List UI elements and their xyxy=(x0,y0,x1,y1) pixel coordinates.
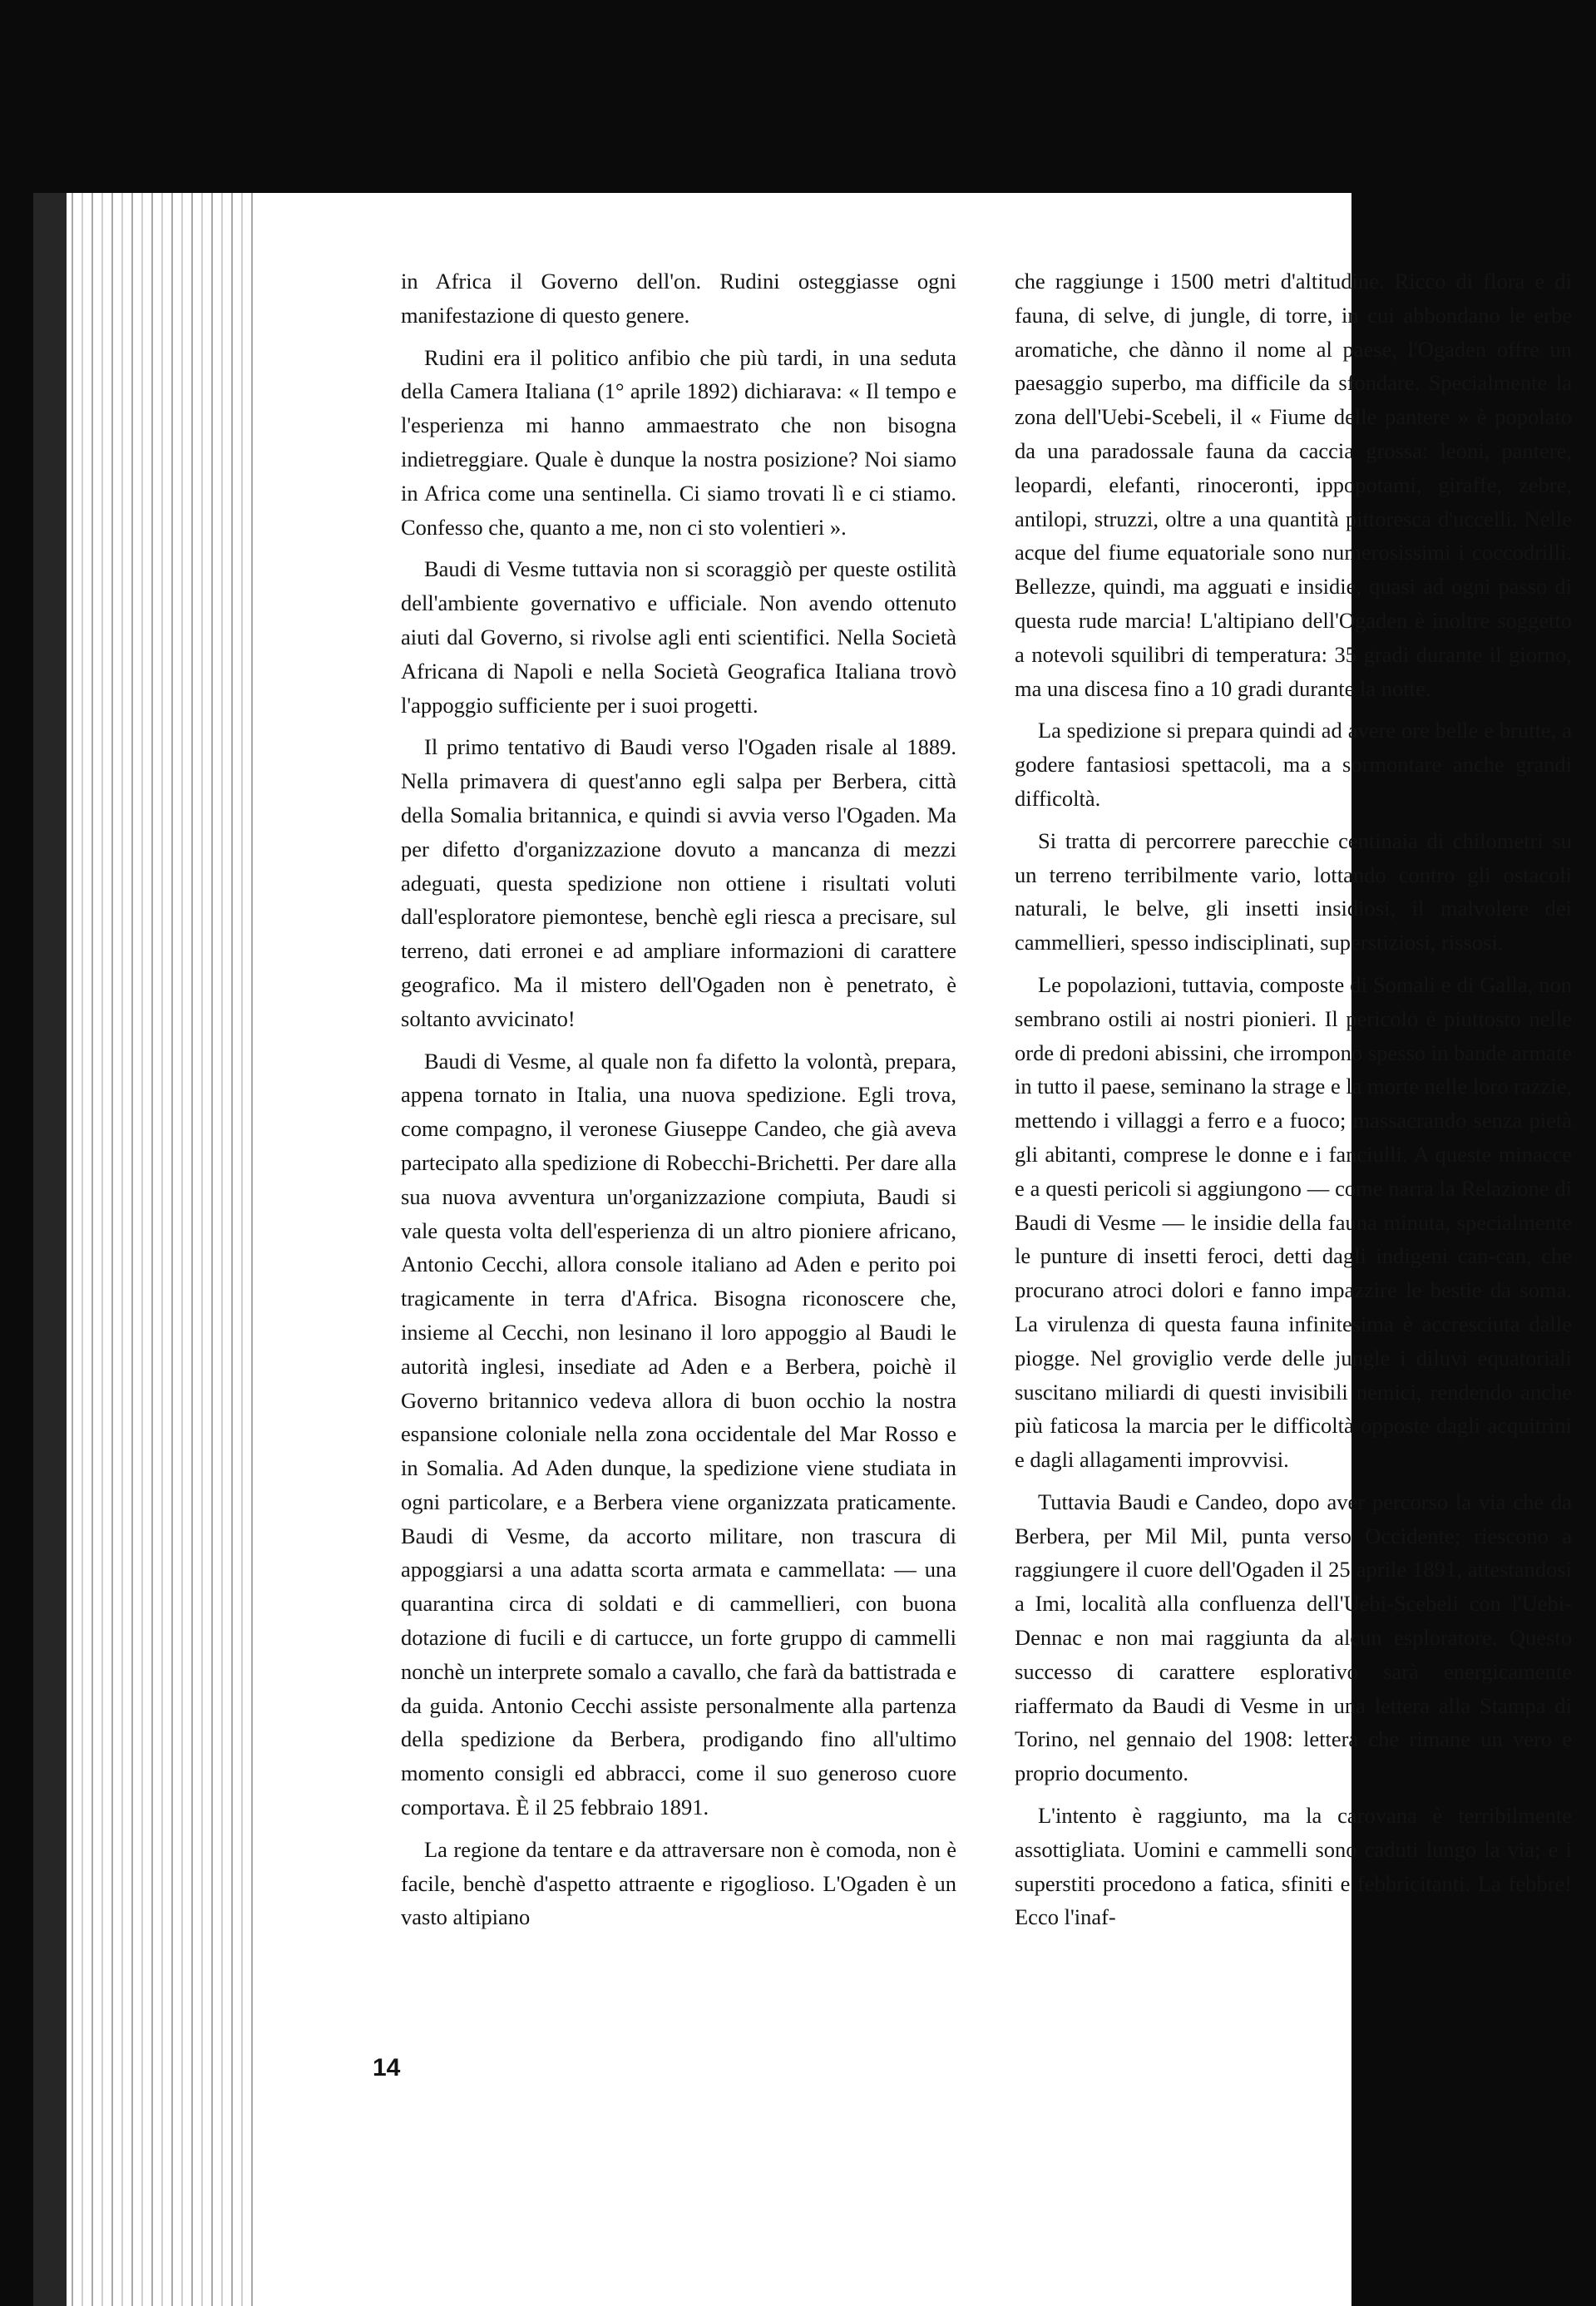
text-column-right xyxy=(1015,264,1572,1943)
paragraph: L'intento è raggiunto, ma la carovana è terribilmente assottigliata. Uomini e cammelli sono caduti lungo la via; e i superstiti procedono a fatica, sfiniti e febbricitanti. La febbre! Ecco l'inaf- xyxy=(1015,1803,1572,1930)
scan-background-left xyxy=(0,0,33,2306)
paragraph: La spedizione si prepara quindi ad avere ore belle e brutte, a godere fantasiosi spettacoli, ma a sormontare anche grandi difficoltà. xyxy=(1015,718,1572,811)
paragraph: Il primo tentativo di Baudi verso l'Ogaden risale al 1889. Nella primavera di quest'anno egli salpa per Berbera, città della Somalia britannica, e quindi si avvia verso l'Ogaden. Ma per difetto d'organizzazione dovuto a mancanza di mezzi adeguati, questa spedizione non ottiene i risultati voluti dall'esploratore piemontese, benchè egli riesca a precisare, sul terreno, dati erronei e ad ampliare informazioni di carattere geografico. Ma il mistero dell'Ogaden non è penetrato, è soltanto avvicinato! xyxy=(401,734,956,1031)
paragraph: in Africa il Governo dell'on. Rudini osteggiasse ogni manifestazione di questo genere. xyxy=(401,269,956,328)
paragraph: Le popolazioni, tuttavia, composte di Somali e di Galla, non sembrano ostili ai nostri pionieri. Il pericolo è piuttosto nelle orde di predoni abissini, che irrompono spesso in bande armate in tutto il paese, seminano la strage e la morte nelle loro razzie, mettendo i villaggi a ferro e a fuoco; massacrando senza pietà gli abitanti, comprese le donne e i fanciulli. A queste minacce e a questi pericoli si aggiungono — come narra la Relazione di Baudi di Vesme — le insidie della fauna minuta, specialmente le punture di insetti feroci, detti dagli indigeni can-can, che procurano atroci dolori e fanno impazzire le bestie da soma. La virulenza di questa fauna infinitesima è accresciuta dalle piogge. Nel groviglio verde delle jungle i diluvi equatoriali suscitano miliardi di questi invisibili nemici, rendendo anche più faticosa la marcia per le difficoltà opposte dagli acquitrini e dagli allagamenti improvvisi. xyxy=(1015,971,1572,1473)
stacked-page-edges xyxy=(33,193,258,2306)
paragraph: che raggiunge i 1500 metri d'altitudine. Ricco di flora e di fauna, di selve, di jungle, di torre, in cui abbondano le erbe aromatiche, che dànno il nome al paese, l'Ogaden offre un paesaggio superbo, ma difficile da sfondare. Specialmente la zona dell'Uebi-Scebeli, il « Fiume delle pantere » è popolato da una paradossale fauna da caccia grossa: leoni, pantere, leopardi, elefanti, rinoceronti, ippopotami, giraffe, zebre, antilopi, struzzi, oltre a una quantità pittoresca d'uccelli. Nelle acque del fiume equatoriale sono numerosissimi i coccodrilli. Bellezze, quindi, ma agguati e insidie, quasi ad ogni passo di questa rude marcia! L'altipiano dell'Ogaden è inoltre soggetto a notevoli squilibri di temperatura: 35 gradi durante il giorno, ma una discesa fino a 10 gradi durante la notte. xyxy=(1015,269,1572,701)
page-number: 14 xyxy=(373,2054,401,2081)
paragraph: Baudi di Vesme tuttavia non si scoraggiò per queste ostilità dell'ambiente governativo e ufficiale. Non avendo ottenuto aiuti dal Governo, si rivolse agli enti scientifici. Nella Società Africana di Napoli e nella Società Geografica Italiana trovò l'appoggio sufficiente per i suoi progetti. xyxy=(401,556,956,718)
paragraph: Rudini era il politico anfibio che più tardi, in una seduta della Camera Italiana (1° aprile 1892) dichiarava: « Il tempo e l'esperienza mi hanno ammaestrato che non bisogna indietreggiare. Quale è dunque la nostra posizione? Noi siamo in Africa come una sentinella. Ci siamo trovati lì e ci stiamo. Confesso che, quanto a me, non ci sto volentieri ». xyxy=(401,344,956,540)
book-spine-shadow xyxy=(33,193,67,2306)
paragraph: Si tratta di percorrere parecchie centinaia di chilometri su un terreno terribilmente vario, lottando contro gli ostacoli naturali, le belve, gli insetti insidiosi, il malvolere dei cammellieri, spesso indisciplinati, superstiziosi, rissosi. xyxy=(1015,827,1572,955)
paragraph: Baudi di Vesme, al quale non fa difetto la volontà, prepara, appena tornato in Italia, una nuova spedizione. Egli trova, come compagno, il veronese Giuseppe Candeo, che già aveva partecipato alla spedizione di Robecchi-Brichetti. Per dare alla sua nuova avventura un'organizzazione compiuta, Baudi si vale questa volta dell'esperienza di un altro pioniere africano, Antonio Cecchi, allora console italiano ad Aden e perito poi tragicamente in terra d'Africa. Bisogna riconoscere che, insieme al Cecchi, non lesinano il loro appoggio al Baudi le autorità inglesi, insediate ad Aden e a Berbera, poichè il Governo britannico vedeva allora di buon occhio la nostra espansione coloniale nella zona occidentale del Mar Rosso e in Somalia. Ad Aden dunque, la spedizione viene studiata in ogni particolare, e a Berbera viene organizzata praticamente. Baudi di Vesme, da accorto militare, non trascura di appoggiarsi a una adatta scorta armata e cammellata: — una quarantina circa di soldati e di cammellieri, con buona dotazione di fucili e di cartucce, un forte gruppo di cammelli nonchè un interprete somalo a cavallo, che farà da battistrada e da guida. Antonio Cecchi assiste personalmente alla partenza della spedizione da Berbera, prodigando fino all'ultimo momento consigli ed abbracci, come il suo generoso cuore comportava. È il 25 febbraio 1891. xyxy=(401,1048,956,1820)
paragraph: La regione da tentare e da attraversare non è comoda, non è facile, benchè d'aspetto attraente e rigoglioso. L'Ogaden è un vasto altipiano xyxy=(401,1836,956,1930)
text-column-left xyxy=(401,264,956,1943)
paragraph: Tuttavia Baudi e Candeo, dopo aver percorso la via che da Berbera, per Mil Mil, punta verso Occidente; riescono a raggiungere il cuore dell'Ogaden il 25 aprile 1891, attestandosi a Imi, località alla confluenza dell'Uebi-Scebeli con l'Uebi-Dennac e non mai raggiunta da alcun esploratore. Questo successo di carattere esplorativo sarà energicamente riaffermato da Baudi di Vesme in una lettera alla Stampa di Torino, nel gennaio del 1908: lettera che rimane un vero e proprio documento. xyxy=(1015,1489,1572,1786)
